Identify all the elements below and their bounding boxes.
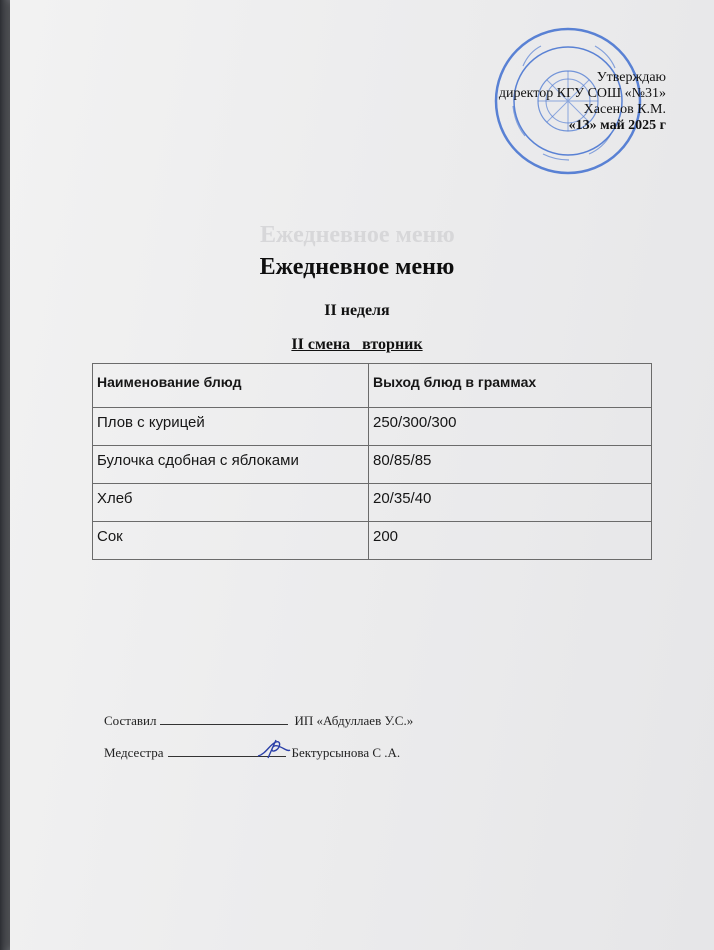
handwritten-signature xyxy=(256,738,292,760)
dish-name: Хлеб xyxy=(93,484,369,522)
approval-date: «13» май 2025 г xyxy=(568,118,666,133)
approval-line-3: Хасенов К.М. xyxy=(583,102,666,117)
portion-weight: 200 xyxy=(369,522,652,560)
compiled-by-label: Составил xyxy=(104,713,157,728)
nurse-label: Медсестра xyxy=(104,745,164,760)
portion-weight: 250/300/300 xyxy=(369,408,652,446)
dish-name: Булочка сдобная с яблоками xyxy=(93,446,369,484)
menu-table xyxy=(92,363,652,560)
compiled-by-line xyxy=(104,705,413,737)
signature-blank xyxy=(168,744,286,757)
compiled-by-name: ИП «Абдуллаев У.С.» xyxy=(294,713,414,728)
shift-day-label: II смена вторник xyxy=(291,336,423,353)
portion-weight: 80/85/85 xyxy=(369,446,652,484)
table-row xyxy=(93,484,652,522)
approval-line-1: Утверждаю xyxy=(596,70,666,85)
page-edge xyxy=(0,0,10,950)
dish-name: Плов с курицей xyxy=(93,408,369,446)
approval-line-2: директор КГУ СОШ «№31» xyxy=(498,86,666,101)
nurse-name: Бектурсынова С .А. xyxy=(291,745,401,760)
table-row xyxy=(93,446,652,484)
week-label: II неделя xyxy=(324,302,390,319)
dish-name: Сок xyxy=(93,522,369,560)
table-header-row xyxy=(93,364,652,408)
portion-weight: 20/35/40 xyxy=(369,484,652,522)
signature-blank xyxy=(160,712,288,725)
table-row xyxy=(93,522,652,560)
signature-block xyxy=(104,705,413,769)
column-header-dish: Наименование блюд xyxy=(93,364,369,408)
table-row xyxy=(93,408,652,446)
ghost-text-title: Ежедневное меню xyxy=(260,222,455,248)
page-title: Ежедневное меню xyxy=(259,254,455,280)
nurse-line xyxy=(104,737,413,769)
column-header-portion: Выход блюд в граммах xyxy=(369,364,652,408)
approval-block xyxy=(499,70,666,134)
